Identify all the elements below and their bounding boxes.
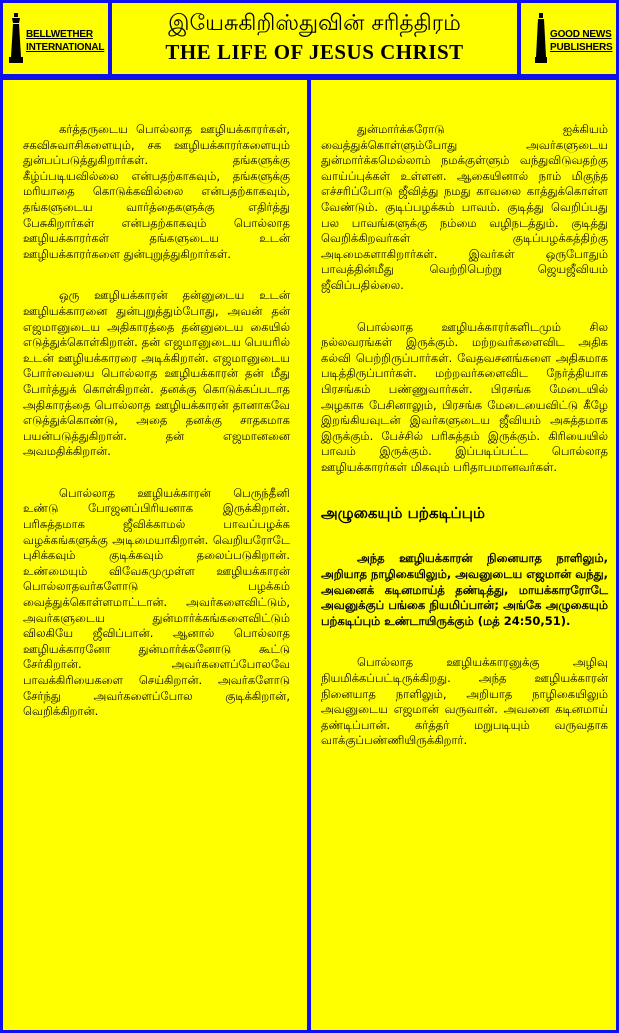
- right-column: [311, 80, 616, 1030]
- logo-line2: PUBLISHERS: [550, 42, 613, 53]
- page-title-english: THE LIFE OF JESUS CHRIST: [165, 40, 464, 64]
- paragraph: பொல்லாத ஊழியக்காரனுக்கு அழிவு நியமிக்கப்பட்டிருக்கிறது. அந்த ஊழியக்காரன் நினையாத நாளிலும், அறியாத நாழிகையிலும் அவனுடைய எஜமான் வருவான். அவனை கடினமாய் தண்டிப்பான். கர்த்தர் மறுபடியும் வருவதாக வாக்குப்பண்ணியிருக்கிறார்.: [321, 655, 608, 748]
- bellwether-logo: [9, 13, 104, 63]
- good-news-logo: [535, 13, 612, 63]
- paragraph: ஒரு ஊழியக்காரன் தன்னுடைய உடன் ஊழியக்காரனை துன்புறுத்தும்போது, அவன் தன் எஜமானுடைய அதிகாரத்தை தன்னுடைய கையில் எடுத்துக்கொள்கிறான். தன் எஜமானுடைய பெயரில் உடன் ஊழியக்காரரை அடிக்கிறான். எஜமானுடைய போர்வையை பொல்லாத ஊழியக்காரன் தன் மீது போர்த்துக் கொள்கிறான். தனக்கு கொடுக்கப்படாத அதிகாரத்தை பொல்லாத ஊழியக்காரன் தானாகவே எடுத்துக்கொண்டு, அதை தனக்கு சாதகமாக பயன்படுத்துகிறான். தன் எஜமானனை அவமதிக்கிறான்.: [23, 288, 290, 459]
- page-title-tamil: இயேசுகிறிஸ்துவின் சரித்திரம்: [168, 11, 461, 36]
- logo-line1: BELLWETHER: [26, 29, 93, 40]
- tower-icon: [535, 13, 547, 63]
- paragraph: பொல்லாத ஊழியக்காரன் பெருந்தீனி உண்டு போஜனப்பிரியனாக இருக்கிறான். பரிசுத்தமாக ஜீவிக்காமல் பாவப்பழக்க வழக்கங்களுக்கு அடிமையாகிறான். வெறியரோடே புசிக்கவும் குடிக்கவும் தலைப்படுகிறான். உண்மையும் விவேகமுமுள்ள ஊழியக்காரன் பொல்லாதவர்களோடு பழக்கம் வைத்துக்கொள்ளமாட்டான். அவர்களைவிட்டும், அவர்களுடைய துன்மார்க்கங்களைவிட்டும் விலகியே ஜீவிப்பான். ஆனால் பொல்லாத ஊழியக்காரனோ துன்மார்க்கனோடு கூட்டு சேர்கிறான். அவர்களைப்போலவே பாவக்கிரியைகளை செய்கிறான். அவர்களோடு சேர்ந்து அவர்களைப்போல குடிக்கிறான், வெறிக்கிறான்.: [23, 485, 290, 719]
- good-news-logo-panel: [521, 3, 616, 74]
- logo-line2: INTERNATIONAL: [26, 42, 105, 53]
- logo-line1: GOOD NEWS: [550, 29, 612, 40]
- section-heading: அழுகையும் பற்கடிப்பும்: [321, 504, 485, 523]
- title-panel: [112, 3, 517, 74]
- paragraph: கர்த்தருடைய பொல்லாத ஊழியக்காரர்கள், சகவிசுவாசிகளையும், சக ஊழியக்காரர்களையும் துன்பப்படுத்துகிறார்கள். தங்களுக்கு கீழ்ப்படியவில்லை என்பதற்காகவும், தங்களுக்கு மரியாதை கொடுக்கவில்லை என்பதற்காகவும், தங்களுடைய வார்த்தைகளுக்கு எதிர்த்து பேசுகிறார்கள் என்பதற்காகவும் பொல்லாத ஊழியக்காரர்கள் தங்களுடைய உடன் ஊழியக்காரர்களை துன்புறுத்துகிறார்கள்.: [23, 122, 290, 261]
- paragraph: பொல்லாத ஊழியக்காரர்களிடமும் சில நல்லவரங்கள் இருக்கும். மற்றவர்களைவிட அதிக கல்வி பெற்றிருப்பார்கள். வேதவசனங்களை அதிகமாக படித்திருப்பார்கள். மற்றவர்களைவிட நேர்த்தியாக பிரசங்கம் பண்ணுவார்கள். பிரசங்க மேடையில் அழகாக பேசினாலும், பிரசங்க மேடையைவிட்டு கீழே இறங்கியவுடன் இவர்களுடைய ஜீவியம் அசுத்தமாக இருக்கும். பேச்சில் பரிசுத்தம் இருக்கும். கிரியையில் பாவம் இருக்கும். இப்படிப்பட்ட பொல்லாத ஊழியக்காரர்கள் மிகவும் பரிதாபமானவர்கள்.: [321, 319, 608, 474]
- paragraph: துன்மார்க்கரோடு ஐக்கியம் வைத்துக்கொள்ளும்போது அவர்களுடைய துன்மார்க்கமெல்லாம் நமக்குள்ளும் வந்துவிடுவதற்கு வாய்ப்புக்கள் உள்ளன. ஆகையினால் நாம் மிகுந்த எச்சரிப்போடு ஜீவித்து நமது காவலை காத்துக்கொள்ள வேண்டும். குடிப்பழக்கம் பாவம். குடித்து வெறிப்பது பல பாவங்களுக்கு நம்மை வழிநடத்தும். குடித்து வெறிக்கிறவர்கள் குடிப்பழக்கத்திற்கு அடிமைகளாகிறார்கள். இவர்கள் ஒருபோதும் பாவத்தின்மீது வெற்றிபெற்று ஜெயஜீவியம் ஜீவிப்பதில்லை.: [321, 122, 608, 292]
- lighthouse-icon: [9, 13, 23, 63]
- scripture-verse: அந்த ஊழியக்காரன் நினையாத நாளிலும், அறியாத நாழிகையிலும், அவனுடைய எஜமான் வந்து, அவனைக் கடினமாய்த் தண்டித்து, மாயக்காரரோடே அவனுக்குப் பங்கை நியமிப்பான்; அங்கே அழுகையும் பற்கடிப்பும் உண்டாயிருக்கும் (மத் 24:50,51).: [321, 551, 608, 628]
- bellwether-logo-panel: [3, 3, 108, 74]
- left-column: [3, 80, 307, 1030]
